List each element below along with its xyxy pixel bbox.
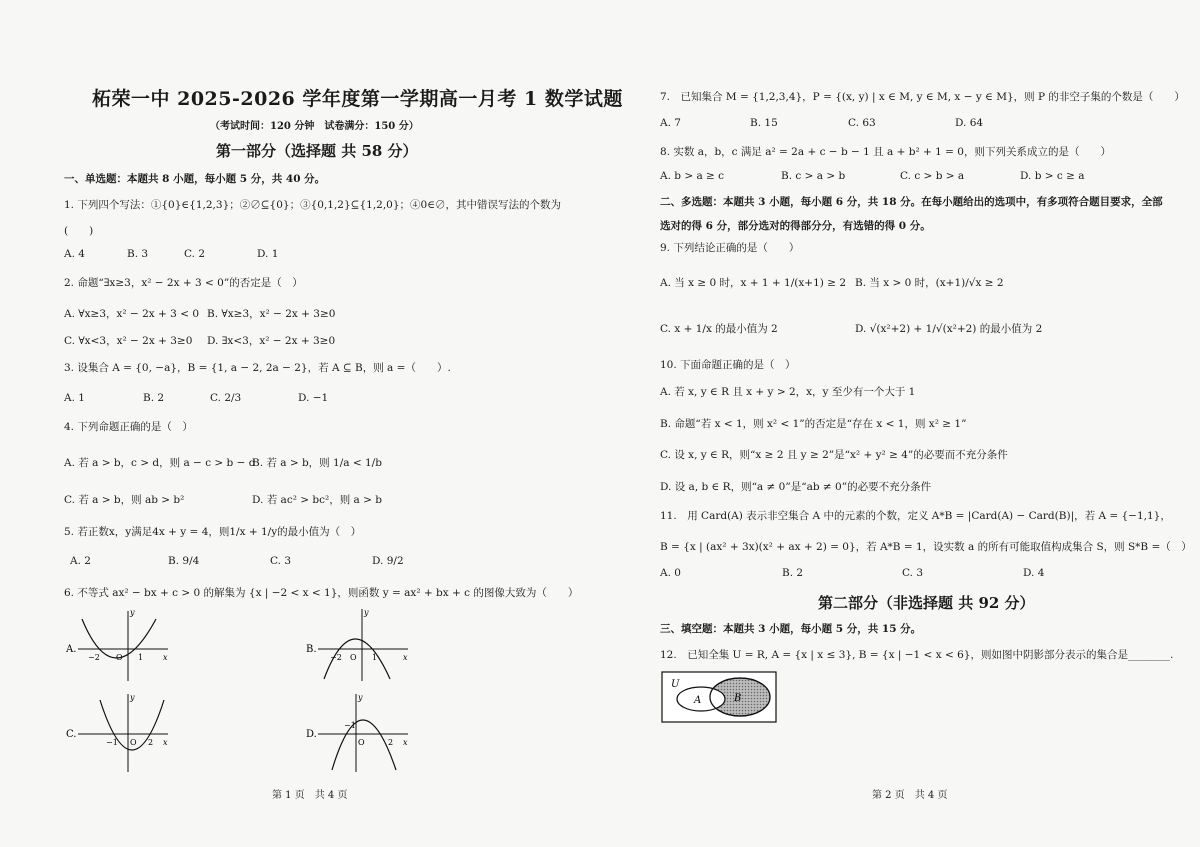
part1-heading: 第一部分（选择题 共 58 分）: [216, 142, 418, 160]
q9-option-d: D. √(x²+2) + 1/√(x²+2) 的最小值为 2: [855, 323, 1043, 335]
exam-page-2: [600, 0, 1200, 847]
q7-option-b: B. 15: [750, 117, 778, 129]
page-footer-1: 第 1 页 共 4 页: [272, 790, 348, 801]
q1-option-d: D. 1: [257, 248, 279, 260]
venn-diagram: [660, 670, 780, 726]
graph-option-d: [300, 690, 420, 775]
q3-option-d: D. −1: [298, 392, 329, 404]
graph-c-label: C.: [66, 729, 77, 740]
question-6: 6. 不等式 ax² − bx + c > 0 的解集为 {x | −2 < x < 1}，则函数 y = ax² + bx + c 的图像大致为（ ）: [64, 587, 579, 599]
question-8: 8. 实数 a，b，c 满足 a² = 2a + c − b − 1 且 a + b² + 1 = 0，则下列关系成立的是（ ）: [660, 146, 1111, 158]
section2-heading-line2: 选对的得 6 分，部分选对的得部分分，有选错的得 0 分。: [660, 220, 931, 232]
q9-option-c: C. x + 1/x 的最小值为 2: [660, 323, 778, 335]
venn-a-label: A: [694, 695, 702, 706]
graph-a-label: A.: [66, 644, 77, 655]
q7-option-d: D. 64: [955, 117, 984, 129]
exam-info: （考试时间：120 分钟 试卷满分：150 分）: [210, 121, 419, 132]
svg-text:O: O: [350, 653, 357, 662]
q11-option-c: C. 3: [902, 567, 924, 579]
question-5: 5. 若正数x，y满足4x + y = 4，则1/x + 1/y的最小值为（ ）: [64, 526, 362, 538]
q10-option-d: D. 设 a, b ∈ R，则“a ≠ 0”是“ab ≠ 0”的必要不充分条件: [660, 481, 932, 493]
section3-heading: 三、填空题：本题共 3 小题，每小题 5 分，共 15 分。: [660, 623, 922, 635]
q4-option-d: D. 若 ac² > bc²，则 a > b: [252, 494, 382, 506]
svg-text:y: y: [364, 608, 369, 617]
q10-option-b: B. 命题“若 x < 1，则 x² < 1”的否定是“存在 x < 1，则 x² ≥ 1”: [660, 418, 967, 430]
q9-option-b: B. 当 x > 0 时，(x+1)/√x ≥ 2: [855, 277, 1004, 289]
question-2: 2. 命题“∃x≥3，x² − 2x + 3 < 0”的否定是（ ）: [64, 277, 303, 289]
svg-text:x: x: [163, 738, 168, 747]
q5-option-a: A. 2: [70, 555, 91, 567]
q2-option-a: A. ∀x≥3，x² − 2x + 3 < 0: [64, 308, 200, 320]
venn-b-label: B: [734, 693, 742, 704]
q8-option-d: D. b > c ≥ a: [1020, 170, 1085, 182]
question-9: 9. 下列结论正确的是（ ）: [660, 242, 800, 254]
q5-option-c: C. 3: [270, 555, 292, 567]
svg-text:2: 2: [148, 738, 154, 747]
q11-option-d: D. 4: [1023, 567, 1045, 579]
q3-option-b: B. 2: [143, 392, 165, 404]
q10-option-c: C. 设 x, y ∈ R，则“x ≥ 2 且 y ≥ 2”是“x² + y² ≥ 4”的必要而不充分条件: [660, 449, 1008, 461]
q2-option-d: D. ∃x<3，x² − 2x + 3≥0: [207, 335, 336, 347]
graph-option-c: [60, 690, 180, 775]
question-4: 4. 下列命题正确的是（ ）: [64, 421, 193, 433]
q8-option-c: C. c > b > a: [900, 170, 965, 182]
svg-text:1: 1: [372, 653, 378, 662]
svg-text:x: x: [403, 653, 408, 662]
q11-option-b: B. 2: [782, 567, 804, 579]
svg-text:O: O: [358, 738, 365, 747]
venn-u-label: U: [671, 679, 680, 690]
q3-option-c: C. 2/3: [210, 392, 242, 404]
question-10: 10. 下面命题正确的是（ ）: [660, 359, 796, 371]
q4-option-a: A. 若 a > b，c > d，则 a − c > b − d: [64, 457, 256, 469]
question-7: 7. 已知集合 M = {1,2,3,4}，P = {(x, y) | x ∈ M, y ∈ M, x − y ∈ M}，则 P 的非空子集的个数是（ ）: [660, 91, 1185, 103]
svg-text:x: x: [163, 653, 168, 662]
q9-option-a: A. 当 x ≥ 0 时，x + 1 + 1/(x+1) ≥ 2: [660, 277, 847, 289]
q10-option-a: A. 若 x, y ∈ R 且 x + y > 2，x，y 至少有一个大于 1: [660, 386, 916, 398]
svg-text:y: y: [130, 693, 135, 702]
svg-text:−1: −1: [344, 721, 356, 730]
q11-option-a: A. 0: [660, 567, 681, 579]
question-12: 12. 已知全集 U = R, A = {x | x ≤ 3}, B = {x | −1 < x < 6}，则如图中阴影部分表示的集合是________.: [660, 649, 1174, 661]
question-1: 1. 下列四个写法：①{0}∈{1,2,3}；②∅⊆{0}；③{0,1,2}⊆{1,2,0}；④0∈∅，其中错误写法的个数为: [64, 199, 561, 211]
svg-text:O: O: [130, 738, 137, 747]
q5-option-b: B. 9/4: [168, 555, 200, 567]
q1-option-a: A. 4: [64, 248, 85, 260]
graph-d-label: D.: [306, 729, 317, 740]
q1-option-b: B. 3: [127, 248, 149, 260]
graph-option-b: [300, 605, 420, 685]
question-11-line1: 11. 用 Card(A) 表示非空集合 A 中的元素的个数，定义 A*B = |Card(A) − Card(B)|，若 A = {−1,1}，: [660, 510, 1171, 522]
svg-text:x: x: [403, 738, 408, 747]
svg-text:2: 2: [388, 738, 394, 747]
graph-b-label: B.: [306, 644, 317, 655]
section1-heading: 一、单选题：本题共 8 小题，每小题 5 分，共 40 分。: [64, 173, 326, 185]
graph-option-a: [60, 605, 180, 685]
exam-title: 柘荣一中 2025-2026 学年度第一学期高一月考 1 数学试题: [92, 88, 623, 110]
q7-option-a: A. 7: [660, 117, 681, 129]
section2-heading-line1: 二、多选题：本题共 3 小题，每小题 6 分，共 18 分。在每小题给出的选项中，有多项符合题目要求，全部: [660, 196, 1163, 208]
question-3: 3. 设集合 A = {0, −a}，B = {1, a − 2, 2a − 2}，若 A ⊆ B，则 a =（ ）.: [64, 362, 451, 374]
question-1-blank: ( ): [64, 225, 94, 237]
question-11-line2: B = {x | (ax² + 3x)(x² + ax + 2) = 0}，若 A*B = 1，设实数 a 的所有可能取值构成集合 S，则 S*B =（ ）: [660, 541, 1192, 553]
svg-text:−2: −2: [88, 653, 100, 662]
q2-option-b: B. ∀x≥3，x² − 2x + 3≥0: [207, 308, 336, 320]
svg-text:O: O: [116, 653, 123, 662]
svg-text:−2: −2: [330, 653, 342, 662]
q3-option-a: A. 1: [64, 392, 85, 404]
svg-text:y: y: [358, 693, 363, 702]
svg-text:−1: −1: [106, 738, 118, 747]
q1-option-c: C. 2: [184, 248, 206, 260]
q7-option-c: C. 63: [848, 117, 876, 129]
q5-option-d: D. 9/2: [372, 555, 404, 567]
part2-heading: 第二部分（非选择题 共 92 分）: [818, 594, 1035, 612]
q8-option-a: A. b > a ≥ c: [660, 170, 725, 182]
q8-option-b: B. c > a > b: [781, 170, 846, 182]
page-footer-2: 第 2 页 共 4 页: [872, 790, 948, 801]
q4-option-c: C. 若 a > b，则 ab > b²: [64, 494, 185, 506]
svg-text:y: y: [130, 608, 135, 617]
q2-option-c: C. ∀x<3，x² − 2x + 3≥0: [64, 335, 193, 347]
q4-option-b: B. 若 a > b，则 1/a < 1/b: [252, 457, 382, 469]
svg-text:1: 1: [138, 653, 144, 662]
